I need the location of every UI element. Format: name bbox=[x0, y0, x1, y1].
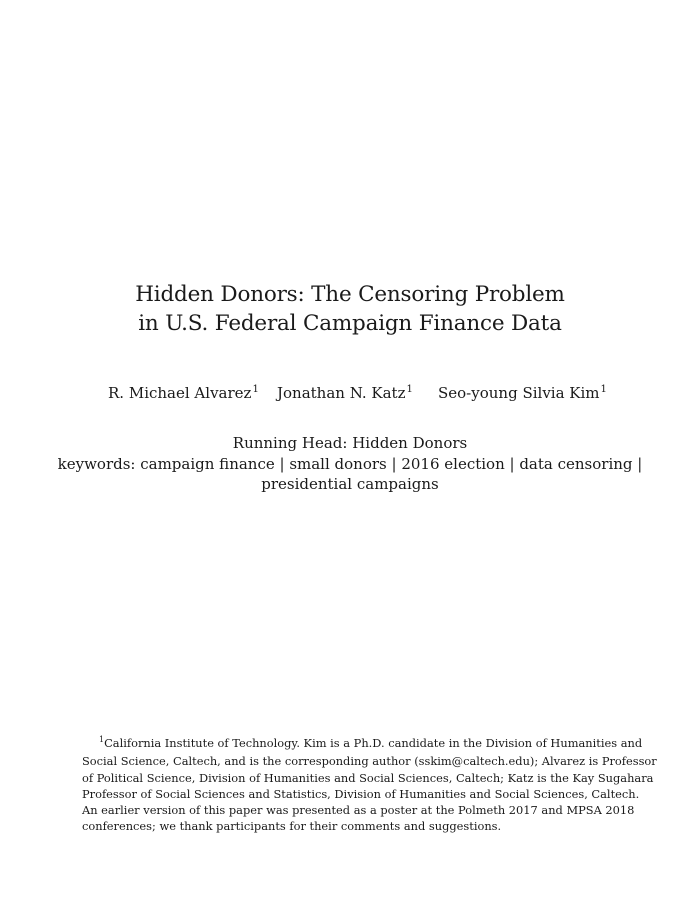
author-name: R. Michael Alvarez bbox=[108, 384, 252, 402]
paper-title-line-2: in U.S. Federal Campaign Finance Data bbox=[138, 311, 562, 336]
keywords-line-2: presidential campaigns bbox=[261, 475, 439, 493]
author-kim bbox=[438, 383, 607, 406]
author-affiliation-mark: 1 bbox=[600, 384, 607, 395]
footnote-line-1 bbox=[82, 735, 643, 753]
author-affiliation-mark: 1 bbox=[252, 384, 259, 395]
footnote-line-4: Professor of Social Sciences and Statistics, Division of Humanities and Social Sciences, Caltech. bbox=[82, 786, 640, 801]
author-affiliation-mark: 1 bbox=[406, 384, 413, 395]
keywords-line-1: keywords: campaign finance | small donors | 2016 election | data censoring | bbox=[57, 454, 643, 473]
author-katz bbox=[277, 383, 413, 406]
footnote-line-5: An earlier version of this paper was presented as a poster at the Polmeth 2017 and MPSA 2018 bbox=[82, 803, 635, 818]
author-alvarez bbox=[108, 383, 259, 406]
footnote-mark: 1 bbox=[99, 735, 105, 744]
paper-title-line-1: Hidden Donors: The Censoring Problem bbox=[135, 282, 565, 307]
footnote-line-text: California Institute of Technology. Kim is a Ph.D. candidate in the Division of Humanities and bbox=[104, 736, 643, 750]
footnote-line-2: Social Science, Caltech, and is the corresponding author (sskim@caltech.edu); Alvarez is Professor bbox=[82, 754, 657, 769]
paper-title bbox=[0, 280, 700, 338]
running-head-block bbox=[0, 433, 700, 495]
affiliation-footnote bbox=[82, 735, 657, 835]
footnote-line-3: of Political Science, Division of Humanities and Social Sciences, Caltech; Katz is the Kay Sugahara bbox=[82, 770, 654, 785]
author-name: Seo-young Silvia Kim bbox=[438, 384, 600, 402]
author-name: Jonathan N. Katz bbox=[277, 384, 406, 402]
footnote-line-6: conferences; we thank participants for their comments and suggestions. bbox=[82, 819, 502, 834]
running-head: Running Head: Hidden Donors bbox=[232, 434, 468, 452]
